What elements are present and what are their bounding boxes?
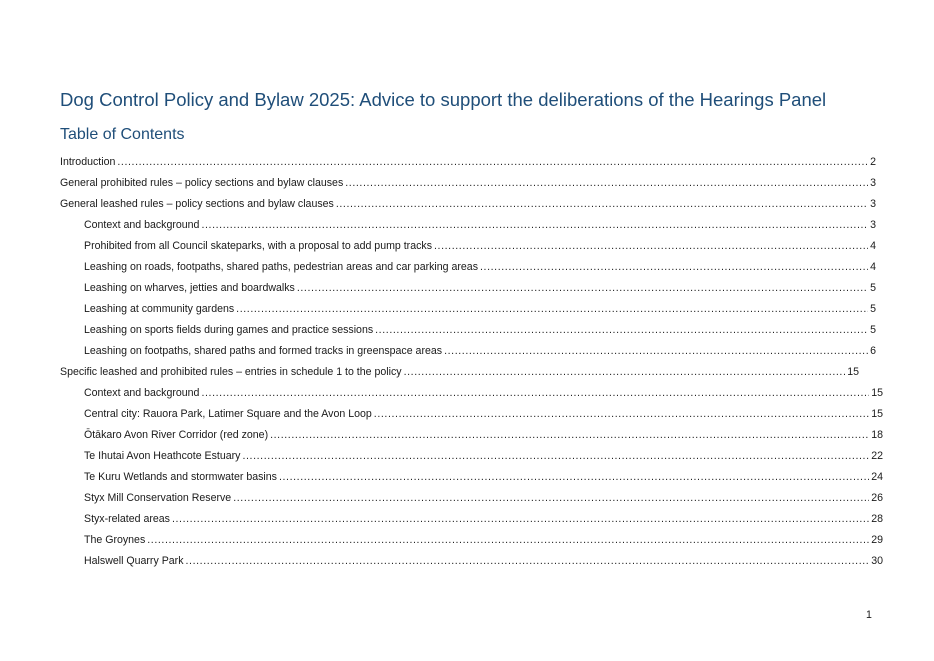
toc-entry-page-number: 24: [871, 471, 883, 483]
toc-entry-page-number: 15: [871, 408, 883, 420]
toc-dot-leader: [201, 383, 869, 404]
toc-dot-leader: [375, 320, 868, 341]
toc-entry-link[interactable]: [60, 299, 876, 320]
toc-entry-page-number: 4: [870, 261, 876, 273]
toc-entry-link[interactable]: [60, 551, 883, 572]
toc-list-item: [60, 551, 883, 572]
toc-dot-leader: [374, 404, 869, 425]
toc-entry-page-number: 6: [870, 345, 876, 357]
toc-entry-title: Specific leashed and prohibited rules – entries in schedule 1 to the policy: [60, 366, 402, 378]
toc-entry-title: The Groynes: [84, 534, 146, 546]
toc-entry-link[interactable]: [60, 488, 883, 509]
toc-list-item: [60, 488, 883, 509]
toc-entry-page-number: 5: [870, 282, 876, 294]
toc-dot-leader: [233, 488, 869, 509]
toc-entry-link[interactable]: [60, 215, 876, 236]
toc-dot-leader: [404, 362, 846, 383]
toc-entry-page-number: 18: [871, 429, 883, 441]
toc-entry-link[interactable]: [60, 341, 876, 362]
toc-list-item: [60, 425, 883, 446]
toc-entry-link[interactable]: [60, 173, 876, 194]
toc-entry-title: Ōtākaro Avon River Corridor (red zone): [84, 429, 269, 441]
toc-entry-title: Leashing on sports fields during games and practice sessions: [84, 324, 374, 336]
toc-list-item: [60, 257, 876, 278]
toc-entry-link[interactable]: [60, 509, 883, 530]
toc-list-item: [60, 509, 883, 530]
toc-list-item: [60, 194, 876, 215]
toc-dot-leader: [172, 509, 869, 530]
toc-entry-page-number: 2: [870, 156, 876, 168]
table-of-contents: [60, 152, 883, 572]
toc-entry-title: Te Kuru Wetlands and stormwater basins: [84, 471, 277, 483]
toc-dot-leader: [270, 425, 869, 446]
toc-entry-page-number: 15: [847, 366, 859, 378]
toc-dot-leader: [186, 551, 870, 572]
document-title: Dog Control Policy and Bylaw 2025: Advice to support the deliberations of the Hearings Panel: [60, 89, 827, 110]
toc-list-item: [60, 383, 883, 404]
toc-entry-page-number: 5: [870, 303, 876, 315]
toc-entry-title: Styx Mill Conservation Reserve: [84, 492, 232, 504]
toc-dot-leader: [434, 236, 868, 257]
toc-dot-leader: [242, 446, 869, 467]
toc-entry-page-number: 28: [871, 513, 883, 525]
toc-list-item: [60, 341, 876, 362]
toc-entry-title: General leashed rules – policy sections and bylaw clauses: [60, 198, 334, 210]
toc-entry-title: Te Ihutai Avon Heathcote Estuary: [84, 450, 241, 462]
toc-list-item: [60, 173, 876, 194]
toc-entry-title: Leashing on wharves, jetties and boardwalks: [84, 282, 295, 294]
toc-list-item: [60, 530, 883, 551]
toc-list-item: [60, 215, 876, 236]
toc-list-item: [60, 320, 876, 341]
toc-heading: Table of Contents: [60, 126, 185, 143]
toc-dot-leader: [201, 215, 868, 236]
toc-dot-leader: [444, 341, 868, 362]
toc-entry-link[interactable]: [60, 383, 883, 404]
toc-list-item: [60, 404, 883, 425]
toc-entry-title: General prohibited rules – policy sections and bylaw clauses: [60, 177, 344, 189]
toc-entry-page-number: 29: [871, 534, 883, 546]
toc-list-item: [60, 362, 876, 383]
toc-dot-leader: [480, 257, 868, 278]
toc-entry-page-number: 22: [871, 450, 883, 462]
toc-entry-page-number: 3: [870, 177, 876, 189]
toc-entry-link[interactable]: [60, 425, 883, 446]
toc-entry-title: Leashing on roads, footpaths, shared paths, pedestrian areas and car parking areas: [84, 261, 478, 273]
toc-entry-title: Context and background: [84, 219, 200, 231]
page-number: 1: [866, 609, 872, 621]
toc-list-item: [60, 467, 883, 488]
toc-entry-link[interactable]: [60, 446, 883, 467]
toc-entry-link[interactable]: [60, 152, 876, 173]
toc-list-item: [60, 446, 883, 467]
toc-entry-title: Halswell Quarry Park: [84, 555, 184, 567]
toc-entry-page-number: 4: [870, 240, 876, 252]
toc-entry-link[interactable]: [60, 278, 876, 299]
toc-dot-leader: [345, 173, 868, 194]
toc-entry-link[interactable]: [60, 320, 876, 341]
toc-entry-page-number: 15: [871, 387, 883, 399]
toc-entry-title: Leashing at community gardens: [84, 303, 235, 315]
toc-dot-leader: [336, 194, 868, 215]
toc-dot-leader: [147, 530, 869, 551]
toc-entry-link[interactable]: [60, 257, 876, 278]
toc-entry-link[interactable]: [60, 236, 876, 257]
toc-entry-title: Central city: Rauora Park, Latimer Square and the Avon Loop: [84, 408, 372, 420]
toc-dot-leader: [117, 152, 868, 173]
toc-entry-page-number: 3: [870, 219, 876, 231]
toc-list-item: [60, 278, 876, 299]
toc-list-item: [60, 236, 876, 257]
toc-entry-link[interactable]: [60, 404, 883, 425]
toc-dot-leader: [279, 467, 869, 488]
toc-entry-page-number: 26: [871, 492, 883, 504]
toc-entry-page-number: 30: [871, 555, 883, 567]
toc-entry-link[interactable]: [60, 362, 859, 383]
toc-entry-title: Prohibited from all Council skateparks, with a proposal to add pump tracks: [84, 240, 432, 252]
toc-list-item: [60, 299, 876, 320]
toc-entry-title: Styx-related areas: [84, 513, 170, 525]
toc-entry-link[interactable]: [60, 194, 876, 215]
toc-dot-leader: [236, 299, 868, 320]
toc-entry-title: Introduction: [60, 156, 116, 168]
toc-list-item: [60, 152, 876, 173]
toc-entry-page-number: 3: [870, 198, 876, 210]
toc-entry-title: Context and background: [84, 387, 200, 399]
toc-entry-title: Leashing on footpaths, shared paths and formed tracks in greenspace areas: [84, 345, 443, 357]
toc-dot-leader: [297, 278, 868, 299]
toc-entry-link[interactable]: [60, 530, 883, 551]
toc-entry-page-number: 5: [870, 324, 876, 336]
toc-entry-link[interactable]: [60, 467, 883, 488]
